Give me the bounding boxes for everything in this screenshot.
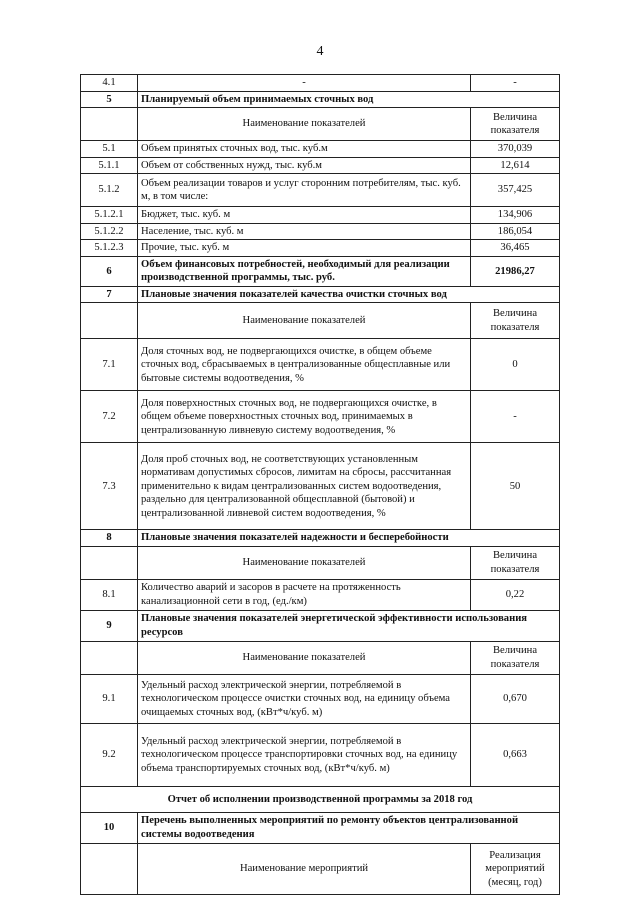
column-header-name: Наименование показателей	[138, 547, 471, 580]
indicator-name: Объем принятых сточных вод, тыс. куб.м	[138, 141, 471, 158]
indicator-value: 0,670	[471, 675, 560, 724]
indicator-name: Население, тыс. куб. м	[138, 223, 471, 240]
indicator-value: 12,614	[471, 157, 560, 174]
empty-cell	[81, 303, 138, 339]
table-row	[81, 339, 560, 391]
section-row	[81, 530, 560, 547]
table-row	[81, 223, 560, 240]
column-header-row	[81, 642, 560, 675]
column-header-row	[81, 108, 560, 141]
table-row	[81, 174, 560, 207]
row-number: 5.1.2.2	[81, 223, 138, 240]
row-number: 5.1	[81, 141, 138, 158]
indicator-value: 370,039	[471, 141, 560, 158]
indicator-value: 50	[471, 443, 560, 530]
indicator-name: Объем реализации товаров и услуг сторонним потребителям, тыс. куб. м, в том числе:	[138, 174, 471, 207]
row-number: 7.1	[81, 339, 138, 391]
indicator-name: Бюджет, тыс. куб. м	[138, 207, 471, 224]
row-number: 9.2	[81, 724, 138, 787]
column-header-row	[81, 303, 560, 339]
indicator-value: 357,425	[471, 174, 560, 207]
column-header-value: Величина показателя	[471, 547, 560, 580]
indicator-value: 0,22	[471, 580, 560, 611]
table-row	[81, 391, 560, 443]
report-title-row	[81, 787, 560, 813]
column-header-name: Наименование показателей	[138, 303, 471, 339]
column-header-name: Наименование показателей	[138, 642, 471, 675]
table-row	[81, 256, 560, 286]
row-number: 7.3	[81, 443, 138, 530]
table-row	[81, 443, 560, 530]
section-row	[81, 286, 560, 303]
indicator-name: Удельный расход электрической энергии, потребляемой в технологическом процессе очистки сточных вод, на единицу объема очищаемых сточных вод, (кВт*ч/куб. м)	[138, 675, 471, 724]
table-row	[81, 75, 560, 92]
section-title: Плановые значения показателей качества очистки сточных вод	[138, 286, 560, 303]
indicator-value: 186,054	[471, 223, 560, 240]
indicator-name: Доля сточных вод, не подвергающихся очистке, в общем объеме сточных вод, сбрасываемых в централизованные общесплавные или бытовые системы водоотведения, %	[138, 339, 471, 391]
section-title: Плановые значения показателей энергетической эффективности использования ресурсов	[138, 611, 560, 642]
table-row	[81, 207, 560, 224]
column-header-row	[81, 844, 560, 895]
indicator-value: -	[471, 75, 560, 92]
column-header-row	[81, 547, 560, 580]
column-header-name: Наименование показателей	[138, 108, 471, 141]
page-number: 4	[316, 44, 324, 59]
section-number: 10	[81, 813, 138, 844]
table-row	[81, 240, 560, 257]
indicator-value: 0,663	[471, 724, 560, 787]
column-header-value: Величина показателя	[471, 642, 560, 675]
column-header-value: Величина показателя	[471, 303, 560, 339]
section-title: Планируемый объем принимаемых сточных вод	[138, 91, 560, 108]
column-header-value: Величина показателя	[471, 108, 560, 141]
indicator-value: -	[471, 391, 560, 443]
row-number: 5.1.2	[81, 174, 138, 207]
row-number: 6	[81, 256, 138, 286]
indicator-name: -	[138, 75, 471, 92]
section-row	[81, 813, 560, 844]
indicator-value: 36,465	[471, 240, 560, 257]
indicator-name: Прочие, тыс. куб. м	[138, 240, 471, 257]
indicator-name: Доля проб сточных вод, не соответствующих установленным нормативам допустимых сбросов, лимитам на сбросы, рассчитанная применительно к видам централизованных систем водоотведения, раздельно для централизованной общесплавной (бытовой) и централизованной ливневой систем водоотведения, %	[138, 443, 471, 530]
section-number: 7	[81, 286, 138, 303]
section-number: 9	[81, 611, 138, 642]
section-row	[81, 91, 560, 108]
indicator-value: 0	[471, 339, 560, 391]
row-number: 5.1.1	[81, 157, 138, 174]
section-row	[81, 611, 560, 642]
column-header-name: Наименование мероприятий	[138, 844, 471, 895]
section-title: Плановые значения показателей надежности и бесперебойности	[138, 530, 560, 547]
indicator-name: Удельный расход электрической энергии, потребляемой в технологическом процессе транспортировки сточных вод, на единицу объема транспортируемых сточных вод, (кВт*ч/куб. м)	[138, 724, 471, 787]
section-number: 8	[81, 530, 138, 547]
row-number: 5.1.2.1	[81, 207, 138, 224]
section-title: Перечень выполненных мероприятий по ремонту объектов централизованной системы водоотведения	[138, 813, 560, 844]
indicator-name: Объем финансовых потребностей, необходимый для реализации производственной программы, тыс. руб.	[138, 256, 471, 286]
table-row	[81, 141, 560, 158]
empty-cell	[81, 642, 138, 675]
empty-cell	[81, 547, 138, 580]
empty-cell	[81, 108, 138, 141]
column-header-value: Реализация мероприятий (месяц, год)	[471, 844, 560, 895]
row-number: 7.2	[81, 391, 138, 443]
empty-cell	[81, 844, 138, 895]
indicators-table	[80, 74, 560, 895]
row-number: 4.1	[81, 75, 138, 92]
indicator-value: 21986,27	[471, 256, 560, 286]
indicator-name: Количество аварий и засоров в расчете на протяженность канализационной сети в год, (ед./км)	[138, 580, 471, 611]
row-number: 8.1	[81, 580, 138, 611]
section-number: 5	[81, 91, 138, 108]
row-number: 5.1.2.3	[81, 240, 138, 257]
indicator-name: Объем от собственных нужд, тыс. куб.м	[138, 157, 471, 174]
indicator-name: Доля поверхностных сточных вод, не подвергающихся очистке, в общем объеме поверхностных сточных вод, принимаемых в централизованную ливневую систему водоотведения, %	[138, 391, 471, 443]
table-row	[81, 157, 560, 174]
report-title: Отчет об исполнении производственной программы за 2018 год	[81, 787, 560, 813]
table-row	[81, 724, 560, 787]
table-row	[81, 675, 560, 724]
indicator-value: 134,906	[471, 207, 560, 224]
table-row	[81, 580, 560, 611]
row-number: 9.1	[81, 675, 138, 724]
